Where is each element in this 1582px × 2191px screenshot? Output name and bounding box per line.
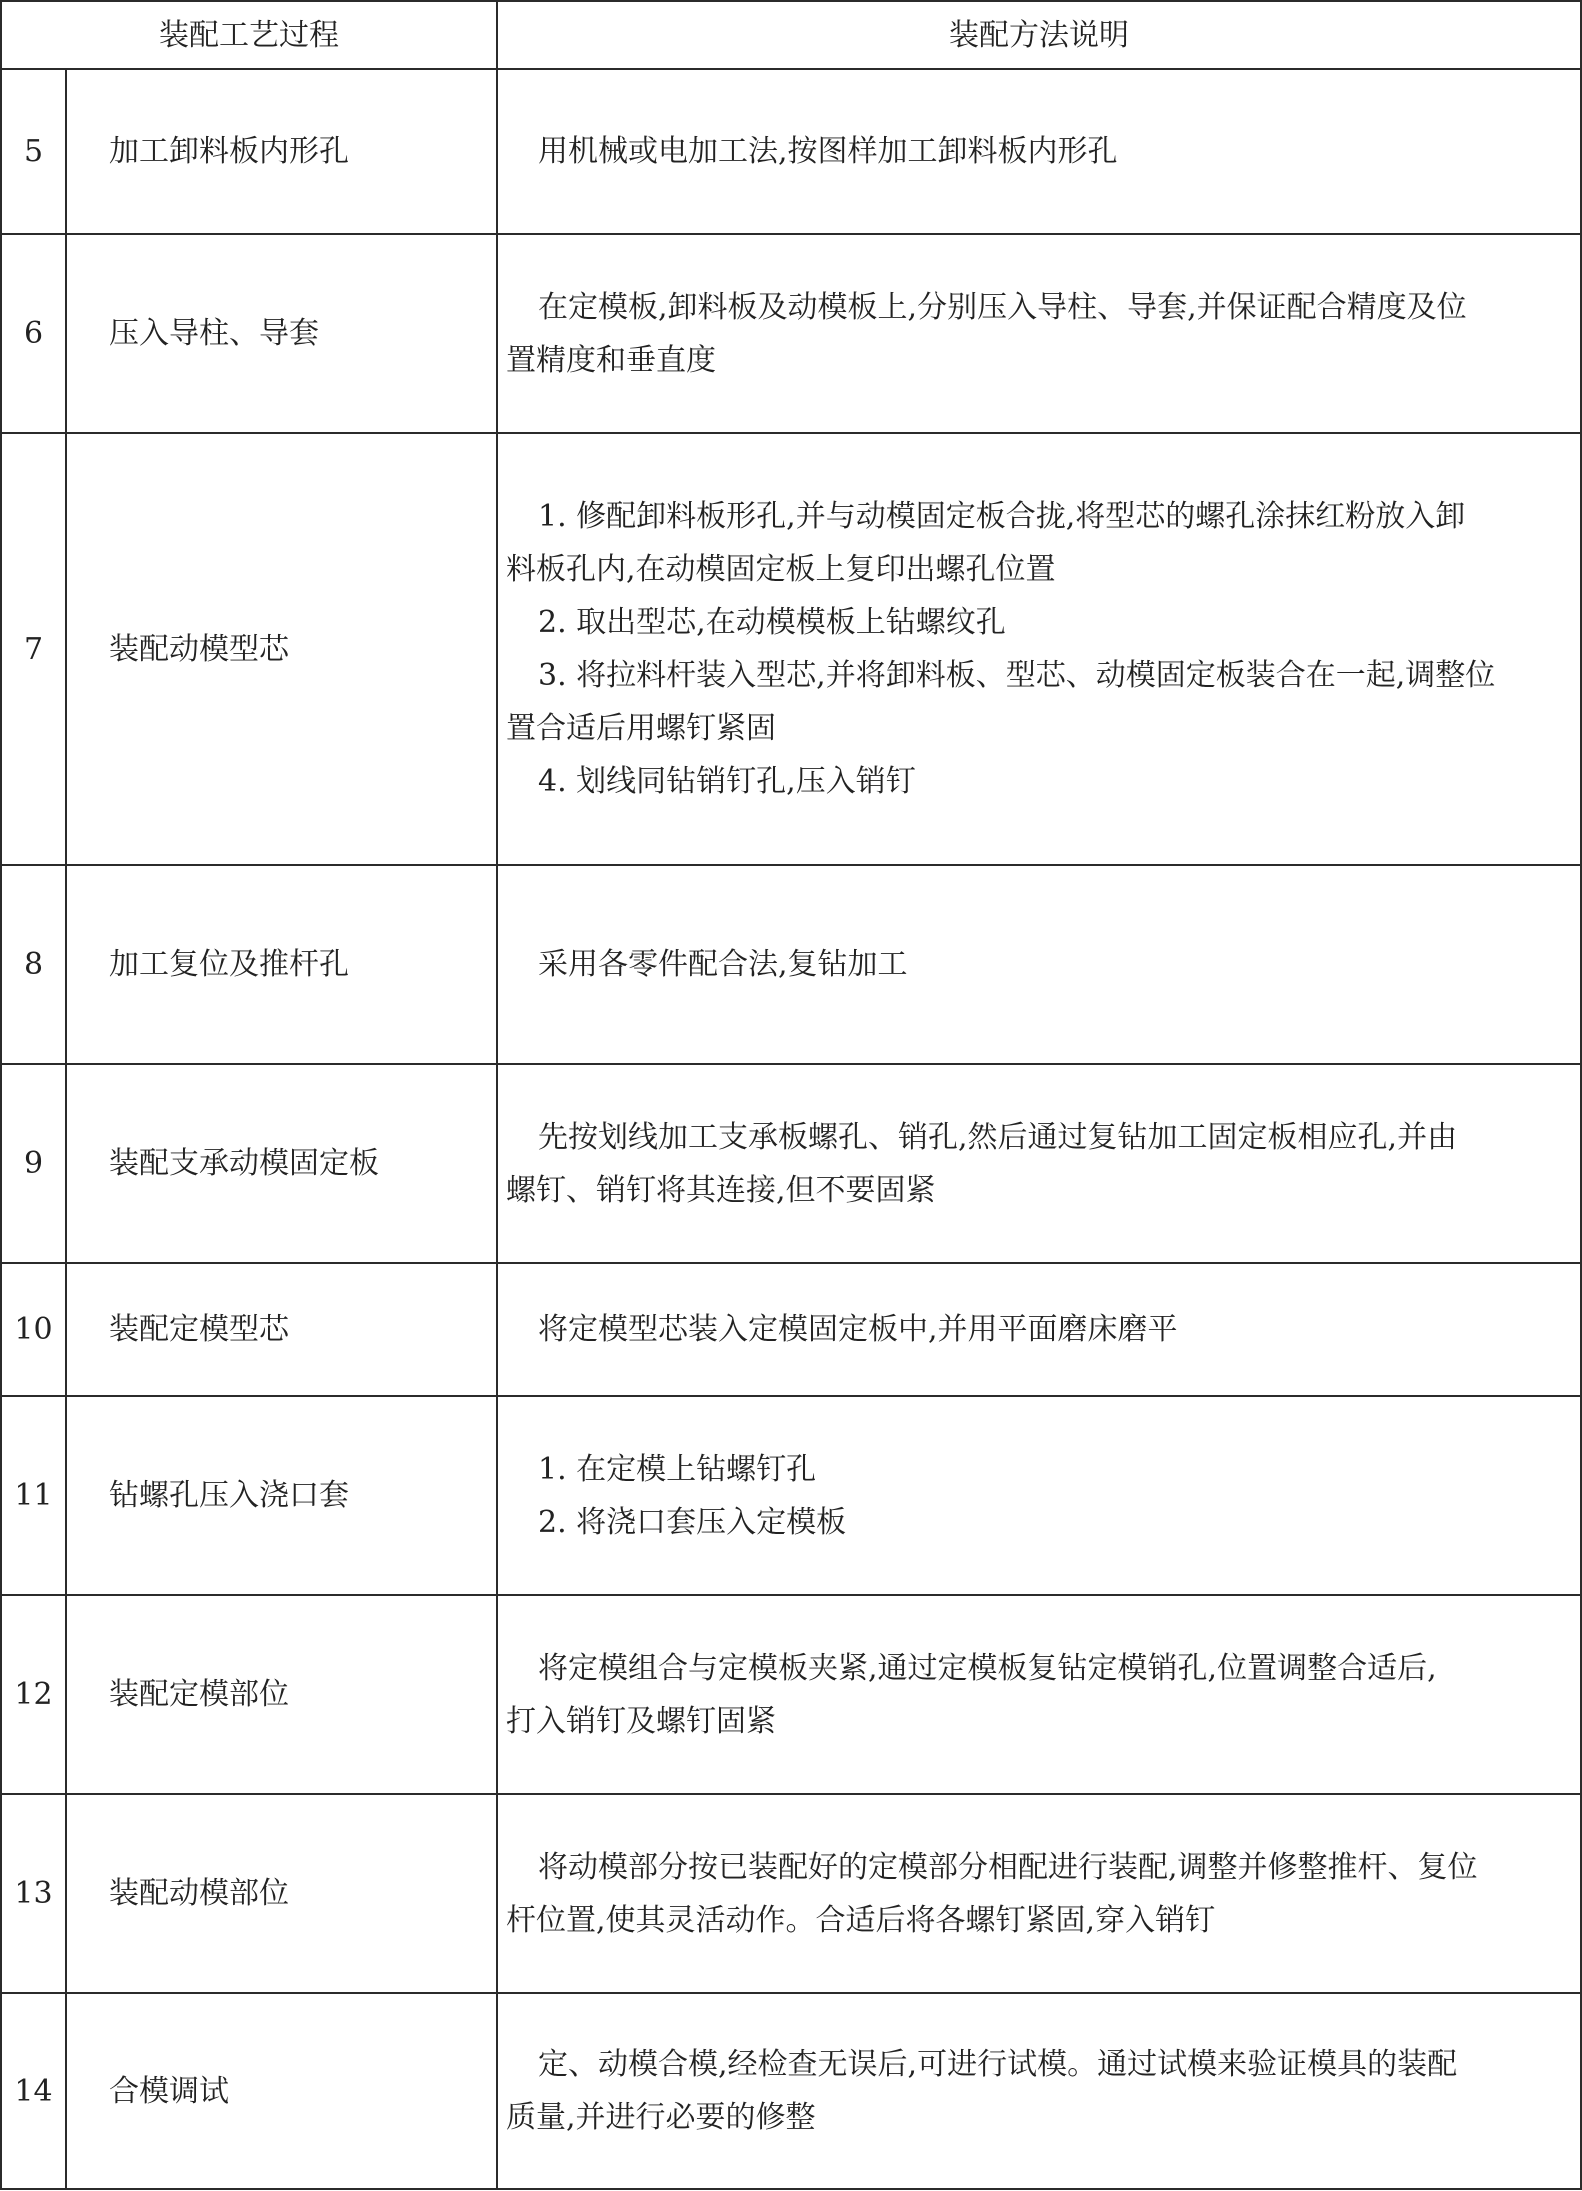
row-number: 14: [1, 1993, 66, 2189]
header-process: 装配工艺过程: [1, 1, 497, 69]
description-line: 采用各零件配合法,复钻加工: [538, 947, 908, 982]
description-line: 螺钉、销钉将其连接,但不要固紧: [506, 1172, 936, 1208]
row-process: 装配定模部位: [66, 1595, 497, 1794]
row-process: 压入导柱、导套: [66, 234, 497, 433]
header-method: 装配方法说明: [497, 1, 1581, 69]
row-number: 11: [1, 1396, 66, 1595]
description-line: 在定模板,卸料板及动模板上,分别压入导柱、导套,并保证配合精度及位: [538, 289, 1467, 325]
table-row: [1, 1396, 1581, 1595]
row-number: 13: [1, 1794, 66, 1993]
table-row: [1, 69, 1581, 234]
table-row: [1, 1064, 1581, 1263]
row-description: [497, 865, 1581, 1064]
row-number: 10: [1, 1263, 66, 1396]
row-number: 6: [1, 234, 66, 433]
table-row: [1, 1794, 1581, 1993]
row-description: [497, 1794, 1581, 1993]
row-description: [497, 1993, 1581, 2189]
description-line: 置精度和垂直度: [506, 342, 716, 378]
description-line: 将定模组合与定模板夹紧,通过定模板复钻定模销孔,位置调整合适后,: [538, 1650, 1437, 1686]
table-header-row: [1, 1, 1581, 69]
description-line: 4. 划线同钻销钉孔,压入销钉: [538, 764, 916, 799]
row-process: 装配动模型芯: [66, 433, 497, 865]
row-process: 合模调试: [66, 1993, 497, 2189]
row-description: [497, 1396, 1581, 1595]
description-line: 杆位置,使其灵活动作。合适后将各螺钉紧固,穿入销钉: [506, 1902, 1216, 1938]
row-process: 加工卸料板内形孔: [66, 69, 497, 234]
row-process: 装配定模型芯: [66, 1263, 497, 1396]
table-row: [1, 433, 1581, 865]
table-row: [1, 865, 1581, 1064]
table-row: [1, 1993, 1581, 2189]
description-line: 3. 将拉料杆装入型芯,并将卸料板、型芯、动模固定板装合在一起,调整位: [538, 658, 1496, 693]
description-line: 定、动模合模,经检查无误后,可进行试模。通过试模来验证模具的装配: [538, 2047, 1458, 2082]
row-process: 装配动模部位: [66, 1794, 497, 1993]
row-process: 装配支承动模固定板: [66, 1064, 497, 1263]
description-line: 1. 修配卸料板形孔,并与动模固定板合拢,将型芯的螺孔涂抹红粉放入卸: [538, 499, 1466, 534]
row-number: 12: [1, 1595, 66, 1794]
description-line: 2. 取出型芯,在动模模板上钻螺纹孔: [538, 605, 1006, 640]
description-line: 2. 将浇口套压入定模板: [538, 1504, 847, 1540]
row-description: [497, 234, 1581, 433]
row-process: 加工复位及推杆孔: [66, 865, 497, 1064]
row-description: [497, 69, 1581, 234]
row-number: 7: [1, 433, 66, 865]
row-number: 5: [1, 69, 66, 234]
description-line: 打入销钉及螺钉固紧: [506, 1703, 776, 1739]
description-line: 1. 在定模上钻螺钉孔: [538, 1451, 817, 1487]
row-number: 8: [1, 865, 66, 1064]
description-line: 先按划线加工支承板螺孔、销孔,然后通过复钻加工固定板相应孔,并由: [538, 1119, 1458, 1155]
row-description: [497, 1064, 1581, 1263]
table-row: [1, 234, 1581, 433]
row-number: 9: [1, 1064, 66, 1263]
description-line: 将动模部分按已装配好的定模部分相配进行装配,调整并修整推杆、复位: [538, 1849, 1478, 1885]
row-process: 钻螺孔压入浇口套: [66, 1396, 497, 1595]
row-description: [497, 1263, 1581, 1396]
table-row: [1, 1595, 1581, 1794]
row-description: [497, 1595, 1581, 1794]
description-line: 料板孔内,在动模固定板上复印出螺孔位置: [506, 552, 1056, 587]
description-line: 置合适后用螺钉紧固: [506, 711, 776, 746]
description-line: 将定模型芯装入定模固定板中,并用平面磨床磨平: [538, 1312, 1178, 1347]
description-line: 质量,并进行必要的修整: [506, 2100, 816, 2135]
row-description: [497, 433, 1581, 865]
description-line: 用机械或电加工法,按图样加工卸料板内形孔: [538, 134, 1118, 169]
table-row: [1, 1263, 1581, 1396]
